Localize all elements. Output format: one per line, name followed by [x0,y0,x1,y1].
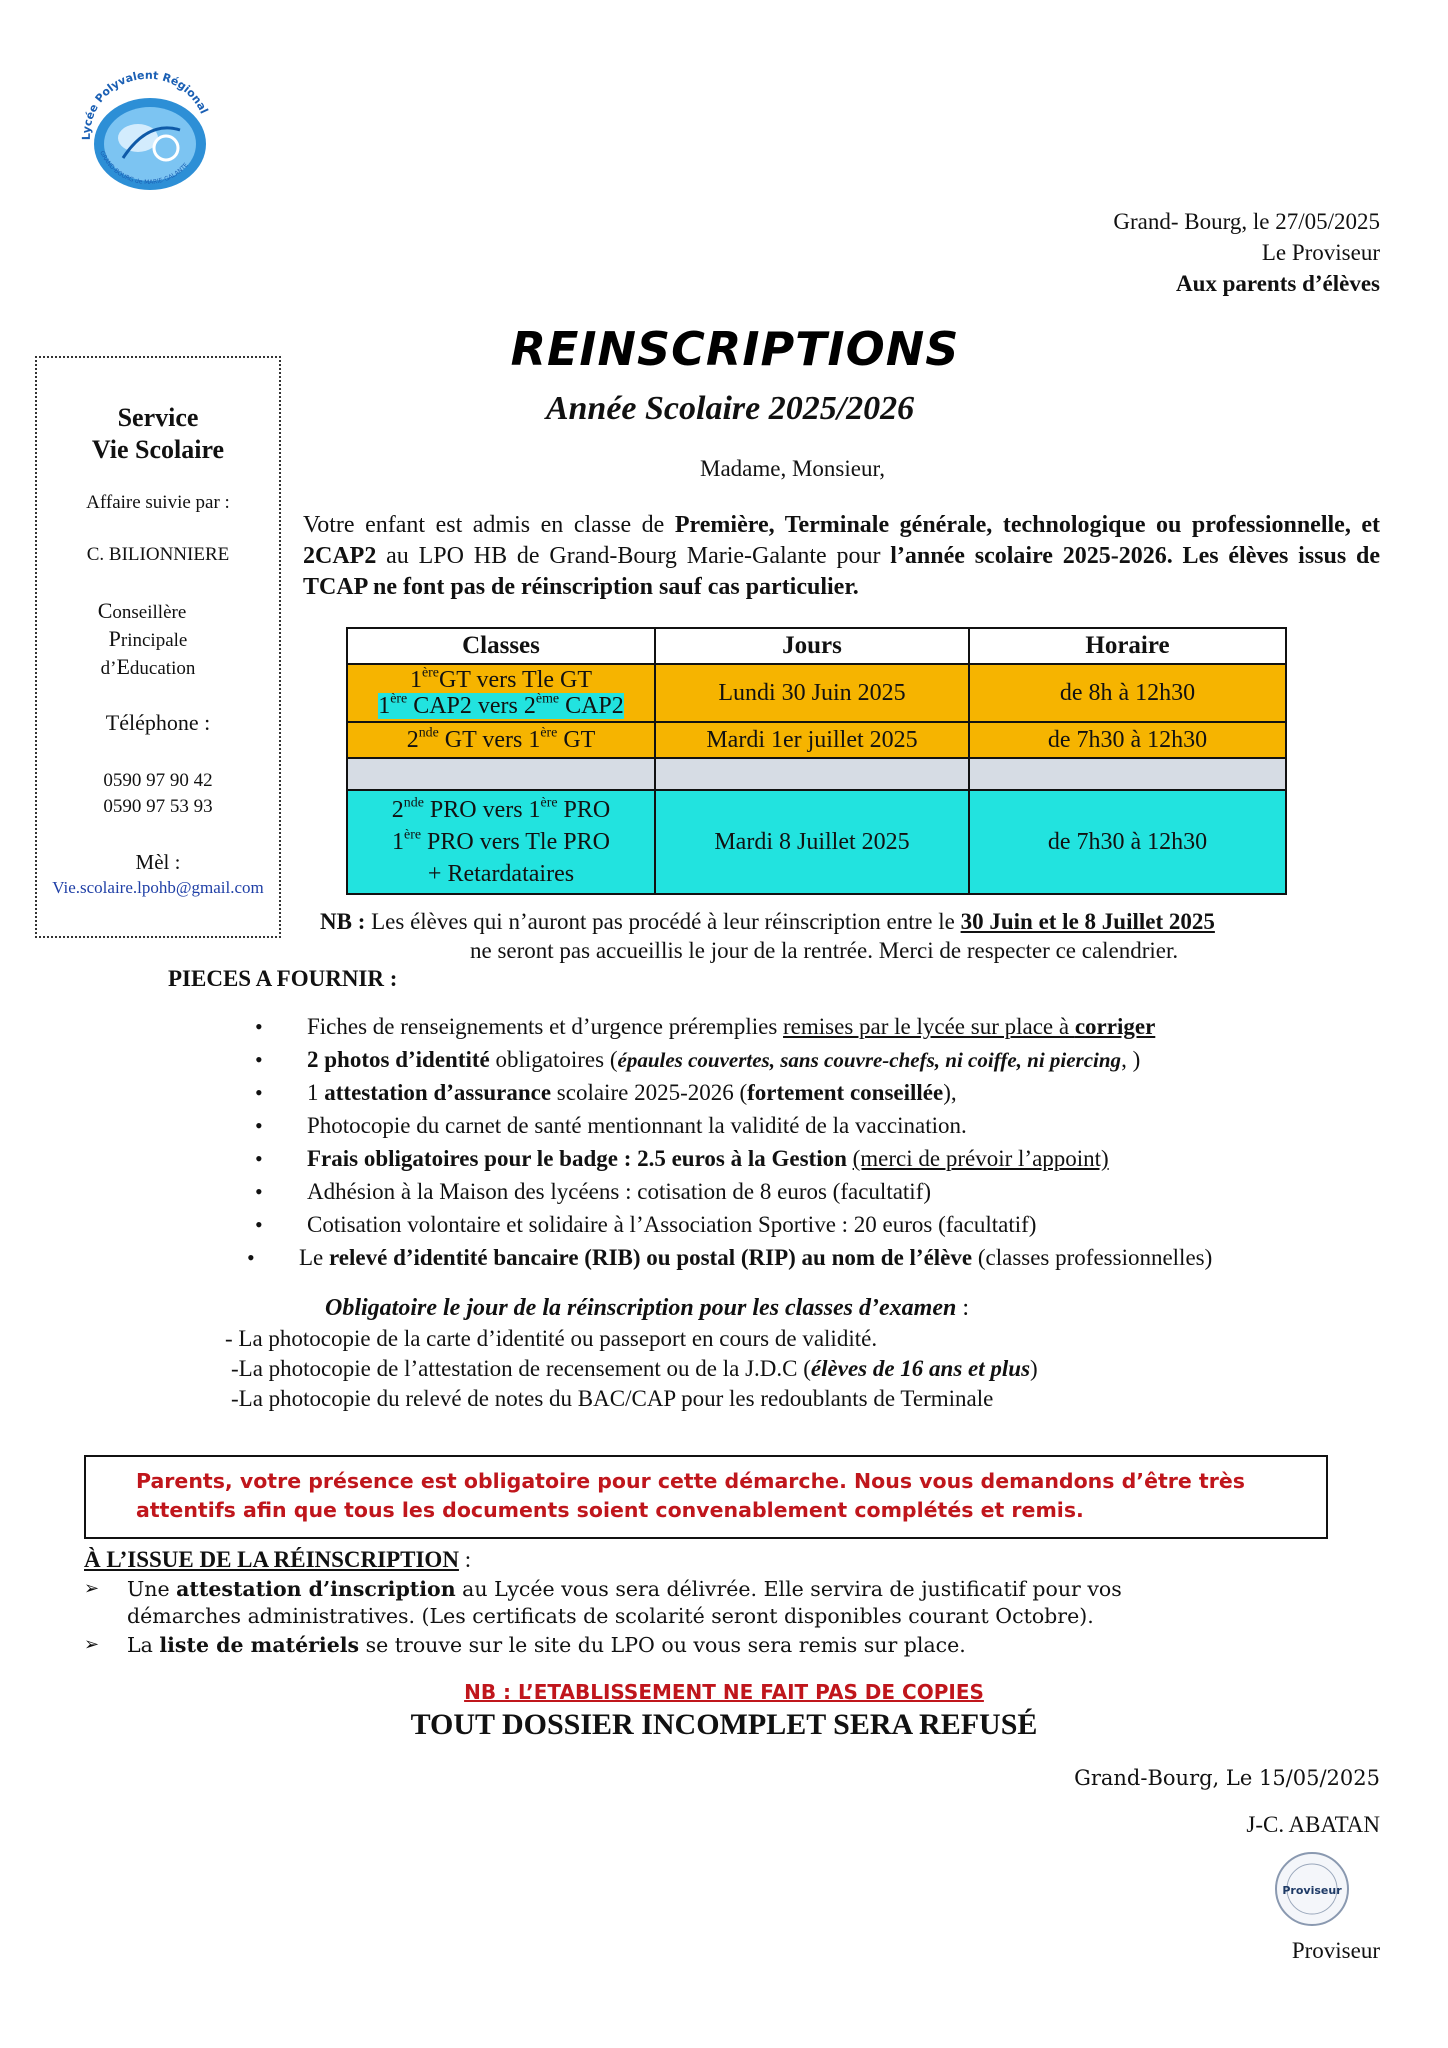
exam-requirement-2: -La photocopie de l’attestation de recensement ou de la J.D.C (élèves de 16 ans et plus) [231,1356,1038,1381]
header-from: Le Proviseur [1261,240,1380,265]
sidebar-email-link[interactable]: Vie.scolaire.lpohb@gmail.com [52,878,264,897]
row4-time: de 7h30 à 12h30 [969,790,1286,894]
no-copies-note: NB : L’ETABLISSEMENT NE FAIT PAS DE COPIES [464,1680,984,1704]
school-logo [68,48,226,198]
nb-note-line2: ne seront pas accueillis le jour de la rentrée. Merci de respecter ce calendrier. [470,938,1179,963]
exam-requirements-title: Obligatoire le jour de la réinscription pour les classes d’examen : [325,1295,970,1321]
logo-top-text: Lycée Polyvalent Régional [79,68,211,141]
signature-date: Grand-Bourg, Le 15/05/2025 [1074,1766,1380,1790]
after-registration-item-1: Une attestation d’inscription au Lycée vous sera délivrée. Elle servira de justificatif pour vos [127,1577,1122,1601]
arrow-bullet-icon: ➢ [84,1578,100,1599]
row2-day: Mardi 1er juillet 2025 [655,722,969,758]
official-stamp [1272,1850,1352,1928]
list-item: • 2 photos d’identité obligatoires (épaules couvertes, sans couvre-chefs, ni coiffe, ni piercing, ) [255,1043,1220,1076]
parents-warning-box [84,1455,1328,1539]
sidebar-phone-2: 0590 97 53 93 [103,796,213,817]
row4-classes: 2nde PRO vers 1ère PRO 1ère PRO vers Tle PRO + Retardataires [347,790,655,894]
incomplete-refused-note: TOUT DOSSIER INCOMPLET SERA REFUSÉ [410,1708,1038,1741]
after-registration-item-2: La liste de matériels se trouve sur le site du LPO ou vous sera remis sur place. [127,1633,966,1657]
table-row [347,790,1286,894]
greeting: Madame, Monsieur, [700,456,885,481]
empty-cell [969,758,1286,790]
contact-sidebar [35,356,281,938]
empty-cell [655,758,969,790]
list-item: • Le relevé d’identité bancaire (RIB) ou postal (RIP) au nom de l’élève (classes professionnelles) [247,1241,1212,1274]
list-item: • Adhésion à la Maison des lycéens : cotisation de 8 euros (facultatif) [255,1175,1220,1208]
row2-classes: 2nde GT vers 1ère GT [347,722,655,758]
pieces-title: PIECES A FOURNIR : [168,966,398,991]
list-item: • Frais obligatoires pour le badge : 2.5 euros à la Gestion (merci de prévoir l’appoint) [255,1142,1220,1175]
list-item: • Fiches de renseignements et d’urgence préremplies remises par le lycée sur place à corriger [255,1010,1220,1043]
after-registration-item-1-line2: démarches administratives. (Les certificats de scolarité seront disponibles courant Octobre). [127,1604,1094,1628]
list-item: • 1 attestation d’assurance scolaire 2025-2026 (fortement conseillée), [255,1076,1220,1109]
sidebar-phone-label: Téléphone : [105,710,211,735]
arrow-bullet-icon: ➢ [84,1634,100,1655]
table-header-row [347,628,1286,664]
row1-time: de 8h à 12h30 [969,664,1286,722]
row4-day: Mardi 8 Juillet 2025 [655,790,969,894]
signature-name: J-C. ABATAN [1246,1812,1380,1837]
sidebar-mail-label: Mèl : [135,850,181,874]
sidebar-contact-name: C. BILIONNIERE [86,544,230,565]
col-header-horaire: Horaire [969,628,1286,664]
sidebar-role-line3: d’Education [100,654,196,679]
pieces-list [255,1010,1220,1274]
table-row [347,722,1286,758]
exam-requirement-3: -La photocopie du relevé de notes du BAC/CAP pour les redoublants de Terminale [231,1386,994,1411]
stamp-text: Proviseur [1282,1884,1342,1897]
col-header-classes: Classes [347,628,655,664]
sidebar-role-line1: Conseillère [97,598,187,623]
page-subtitle: Année Scolaire 2025/2026 [545,390,915,427]
table-row [347,664,1286,722]
exam-requirement-1: - La photocopie de la carte d’identité ou passeport en cours de validité. [225,1326,878,1351]
row2-time: de 7h30 à 12h30 [969,722,1286,758]
page-title: REINSCRIPTIONS [510,322,960,376]
list-item: • Cotisation volontaire et solidaire à l’Association Sportive : 20 euros (facultatif) [255,1208,1220,1241]
signature-role: Proviseur [1291,1938,1380,1963]
sidebar-role-line2: Principale [108,626,188,651]
sidebar-title-vie-scolaire: Vie Scolaire [91,435,225,464]
parents-warning-text: Parents, votre présence est obligatoire pour cette démarche. Nous vous demandons d’être très attentifs afin que tous les documents soient convenablement complétés et remis. [136,1469,1245,1522]
nb-note: NB : Les élèves qui n’auront pas procédé à leur réinscription entre le 30 Juin et le 8 Juillet 2025 [320,909,1215,934]
schedule-table [346,627,1287,895]
sidebar-title-service: Service [117,403,199,432]
header-to: Aux parents d’élèves [1175,271,1380,296]
list-item: • Photocopie du carnet de santé mentionnant la validité de la vaccination. [255,1109,1220,1142]
empty-cell [347,758,655,790]
intro-paragraph: Votre enfant est admis en classe de Première, Terminale générale, technologique ou professionnelle, et 2CAP2 au LPO HB de Grand-Bourg Marie-Galante pour l’année scolaire 2025-2026. Les élèves issus de TCAP ne font pas de réinscription sauf cas particulier. [303,512,1380,600]
sidebar-followed-label: Affaire suivie par : [86,492,230,513]
col-header-jours: Jours [655,628,969,664]
row1-day: Lundi 30 Juin 2025 [655,664,969,722]
sidebar-phone-1: 0590 97 90 42 [103,770,213,791]
row1-classes: 1èreGT vers Tle GT 1ère CAP2 vers 2ème CAP2 [347,664,655,722]
after-registration-title: À L’ISSUE DE LA RÉINSCRIPTION : [84,1547,472,1572]
logo-bottom-text: GRAND-BOURG de MARIE-GALANTE [98,149,190,187]
table-row-empty [347,758,1286,790]
header-date: Grand- Bourg, le 27/05/2025 [1113,209,1380,234]
